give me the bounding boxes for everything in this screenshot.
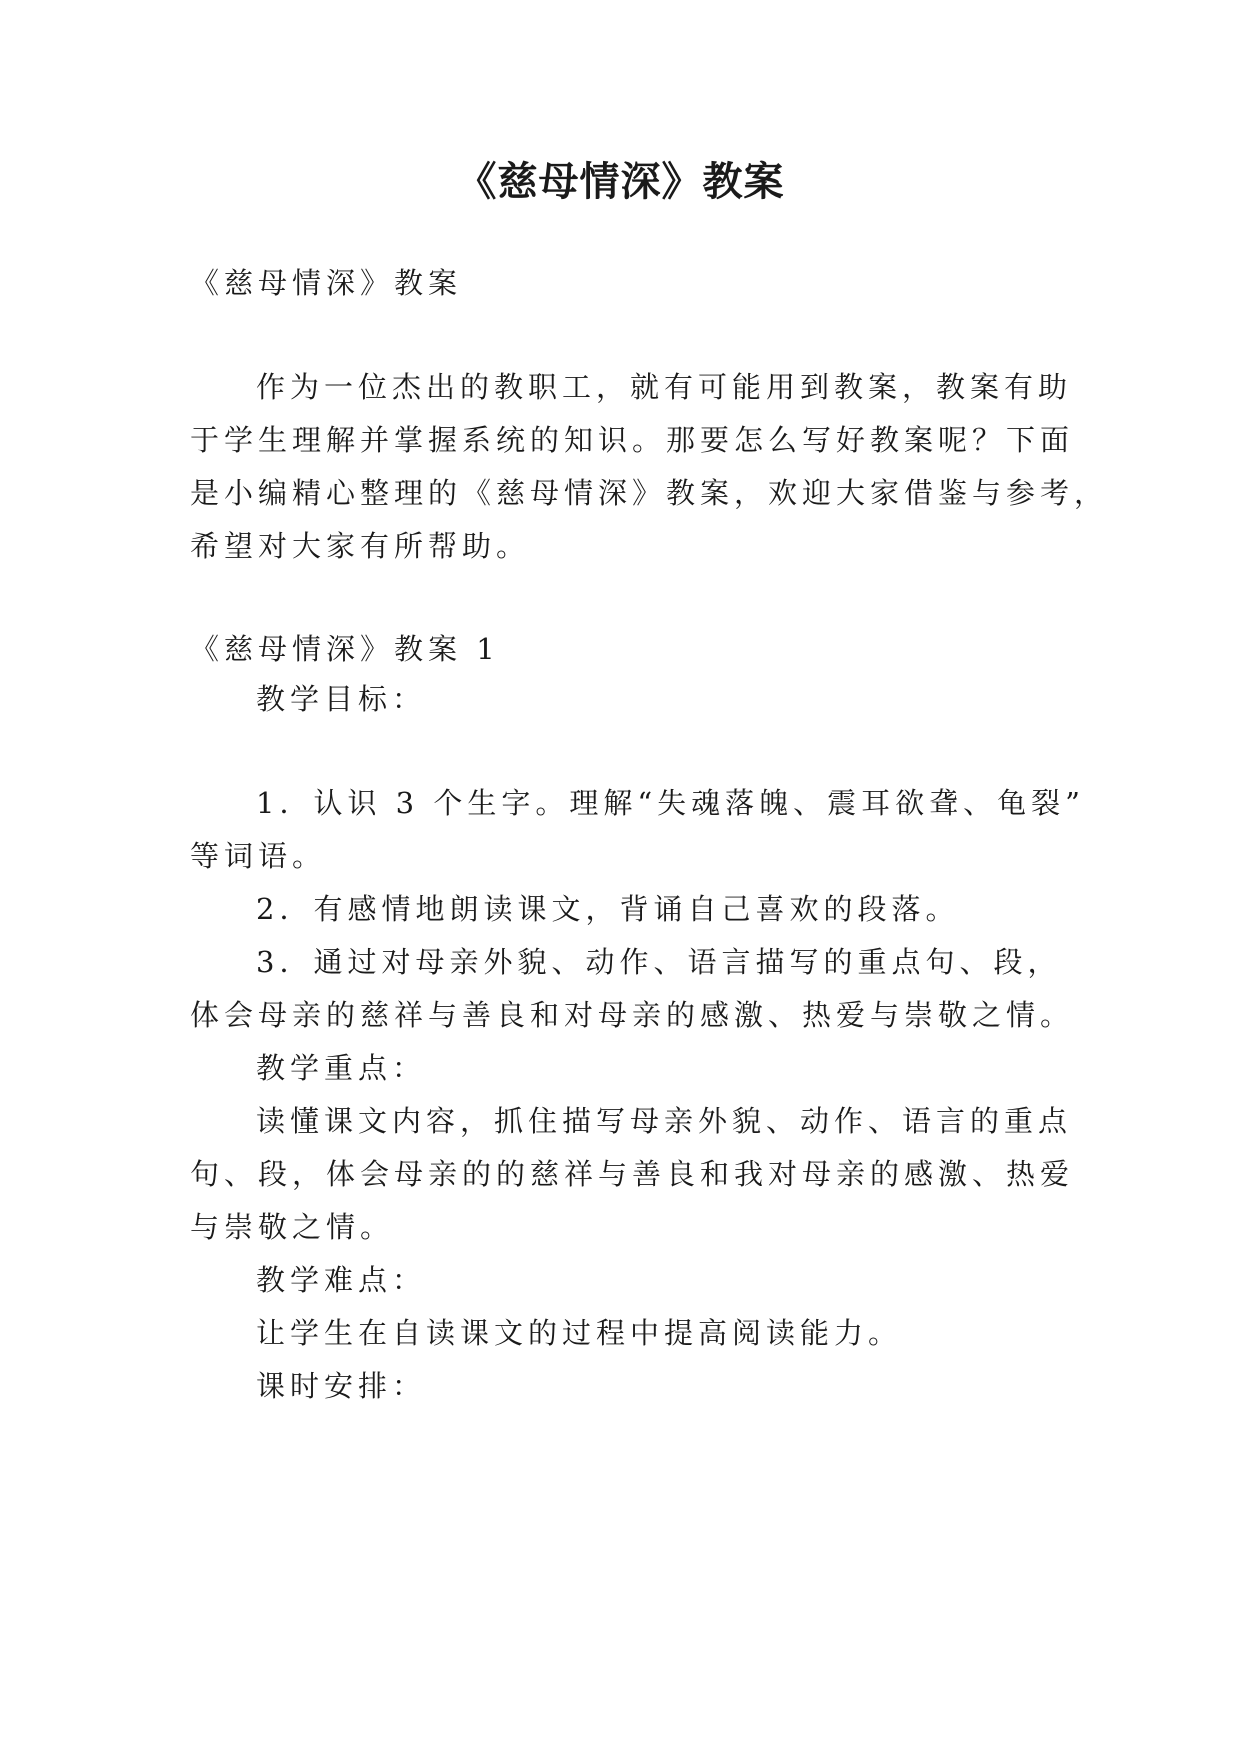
key-points-line-3: 与崇敬之情。 <box>190 1210 395 1244</box>
intro-line-1: 作为一位杰出的教职工，就有可能用到教案，教案有助 <box>256 370 1073 404</box>
key-points-line-1: 读懂课文内容，抓住描写母亲外貌、动作、语言的重点 <box>256 1104 1073 1138</box>
intro-line-4: 希望对大家有所帮助。 <box>190 529 531 563</box>
goal-2: 2．有感情地朗读课文，背诵自己喜欢的段落。 <box>256 892 960 926</box>
schedule-label: 课时安排： <box>256 1369 427 1403</box>
key-points-label: 教学重点： <box>256 1051 427 1085</box>
section-heading: 《慈母情深》教案 1 <box>190 632 500 666</box>
difficulty-label: 教学难点： <box>256 1263 427 1297</box>
goal-3-line-2: 体会母亲的慈祥与善良和对母亲的感激、热爱与崇敬之情。 <box>190 998 1075 1032</box>
document-subtitle: 《慈母情深》教案 <box>190 266 463 300</box>
intro-line-3: 是小编精心整理的《慈母情深》教案，欢迎大家借鉴与参考， <box>190 476 1109 510</box>
goal-1-line-2: 等词语。 <box>190 839 327 873</box>
difficulty-text: 让学生在自读课文的过程中提高阅读能力。 <box>256 1316 903 1350</box>
key-points-line-2: 句、段，体会母亲的的慈祥与善良和我对母亲的感激、热爱 <box>190 1157 1075 1191</box>
goal-3-line-1: 3．通过对母亲外貌、动作、语言描写的重点句、段， <box>256 945 1062 979</box>
intro-line-2: 于学生理解并掌握系统的知识。那要怎么写好教案呢？下面 <box>190 423 1075 457</box>
goals-label: 教学目标： <box>256 682 427 716</box>
document-title: 《慈母情深》教案 <box>456 159 785 205</box>
goal-1-line-1: 1．认识 3 个生字。理解“失魂落魄、震耳欲聋、龟裂” <box>256 786 1085 820</box>
